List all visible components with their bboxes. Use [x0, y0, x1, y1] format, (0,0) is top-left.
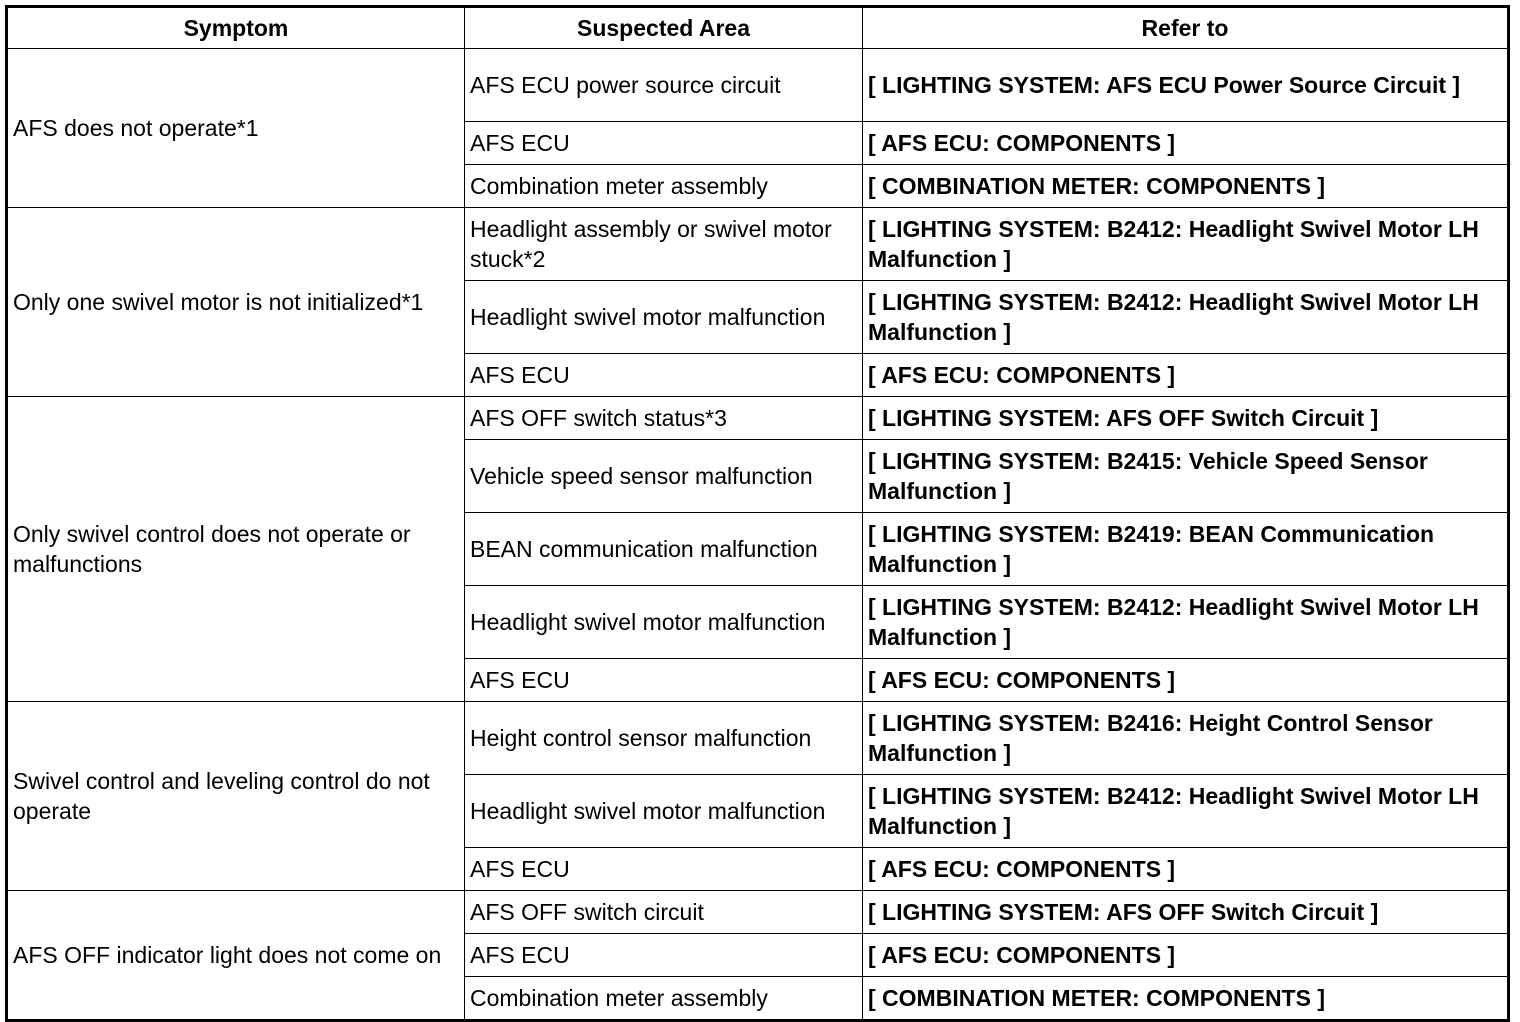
- refer-to-link[interactable]: [ LIGHTING SYSTEM: B2415: Vehicle Speed Sensor Malfunction ]: [863, 440, 1509, 513]
- suspected-area-cell: BEAN communication malfunction: [465, 513, 863, 586]
- suspected-area-header: Suspected Area: [465, 7, 863, 49]
- refer-to-link[interactable]: [ AFS ECU: COMPONENTS ]: [863, 122, 1509, 165]
- suspected-area-cell: AFS OFF switch status*3: [465, 397, 863, 440]
- symptom-cell: AFS does not operate*1: [7, 49, 465, 208]
- suspected-area-cell: Headlight assembly or swivel motor stuck*2: [465, 208, 863, 281]
- suspected-area-cell: Combination meter assembly: [465, 165, 863, 208]
- suspected-area-cell: Headlight swivel motor malfunction: [465, 281, 863, 354]
- refer-to-link[interactable]: [ LIGHTING SYSTEM: B2412: Headlight Swivel Motor LH Malfunction ]: [863, 208, 1509, 281]
- refer-to-link[interactable]: [ COMBINATION METER: COMPONENTS ]: [863, 165, 1509, 208]
- table-row: [7, 49, 1509, 122]
- header-row: [7, 7, 1509, 49]
- refer-to-link[interactable]: [ LIGHTING SYSTEM: AFS OFF Switch Circuit ]: [863, 397, 1509, 440]
- refer-to-link[interactable]: [ LIGHTING SYSTEM: B2412: Headlight Swivel Motor LH Malfunction ]: [863, 281, 1509, 354]
- symptom-table: [5, 5, 1510, 1022]
- symptom-cell: Only one swivel motor is not initialized*1: [7, 208, 465, 397]
- refer-to-link[interactable]: [ LIGHTING SYSTEM: B2412: Headlight Swivel Motor LH Malfunction ]: [863, 586, 1509, 659]
- refer-to-link[interactable]: [ LIGHTING SYSTEM: AFS OFF Switch Circuit ]: [863, 891, 1509, 934]
- suspected-area-cell: Combination meter assembly: [465, 977, 863, 1021]
- symptom-cell: Swivel control and leveling control do not operate: [7, 702, 465, 891]
- refer-to-link[interactable]: [ LIGHTING SYSTEM: B2416: Height Control Sensor Malfunction ]: [863, 702, 1509, 775]
- refer-to-link[interactable]: [ AFS ECU: COMPONENTS ]: [863, 659, 1509, 702]
- refer-to-link[interactable]: [ LIGHTING SYSTEM: B2412: Headlight Swivel Motor LH Malfunction ]: [863, 775, 1509, 848]
- refer-to-link[interactable]: [ AFS ECU: COMPONENTS ]: [863, 354, 1509, 397]
- symptom-cell: Only swivel control does not operate or malfunctions: [7, 397, 465, 702]
- symptom-header: Symptom: [7, 7, 465, 49]
- suspected-area-cell: AFS ECU: [465, 659, 863, 702]
- suspected-area-cell: AFS ECU: [465, 354, 863, 397]
- suspected-area-cell: AFS ECU power source circuit: [465, 49, 863, 122]
- table-row: [7, 208, 1509, 281]
- suspected-area-cell: Height control sensor malfunction: [465, 702, 863, 775]
- refer-to-link[interactable]: [ LIGHTING SYSTEM: AFS ECU Power Source Circuit ]: [863, 49, 1509, 122]
- suspected-area-cell: Headlight swivel motor malfunction: [465, 586, 863, 659]
- suspected-area-cell: AFS ECU: [465, 934, 863, 977]
- refer-to-link[interactable]: [ AFS ECU: COMPONENTS ]: [863, 848, 1509, 891]
- table-row: [7, 397, 1509, 440]
- refer-to-link[interactable]: [ AFS ECU: COMPONENTS ]: [863, 934, 1509, 977]
- refer-to-header: Refer to: [863, 7, 1509, 49]
- suspected-area-cell: Vehicle speed sensor malfunction: [465, 440, 863, 513]
- refer-to-link[interactable]: [ LIGHTING SYSTEM: B2419: BEAN Communication Malfunction ]: [863, 513, 1509, 586]
- table-row: [7, 702, 1509, 775]
- symptom-cell: AFS OFF indicator light does not come on: [7, 891, 465, 1021]
- suspected-area-cell: AFS ECU: [465, 848, 863, 891]
- suspected-area-cell: AFS OFF switch circuit: [465, 891, 863, 934]
- suspected-area-cell: Headlight swivel motor malfunction: [465, 775, 863, 848]
- table-row: [7, 891, 1509, 934]
- refer-to-link[interactable]: [ COMBINATION METER: COMPONENTS ]: [863, 977, 1509, 1021]
- suspected-area-cell: AFS ECU: [465, 122, 863, 165]
